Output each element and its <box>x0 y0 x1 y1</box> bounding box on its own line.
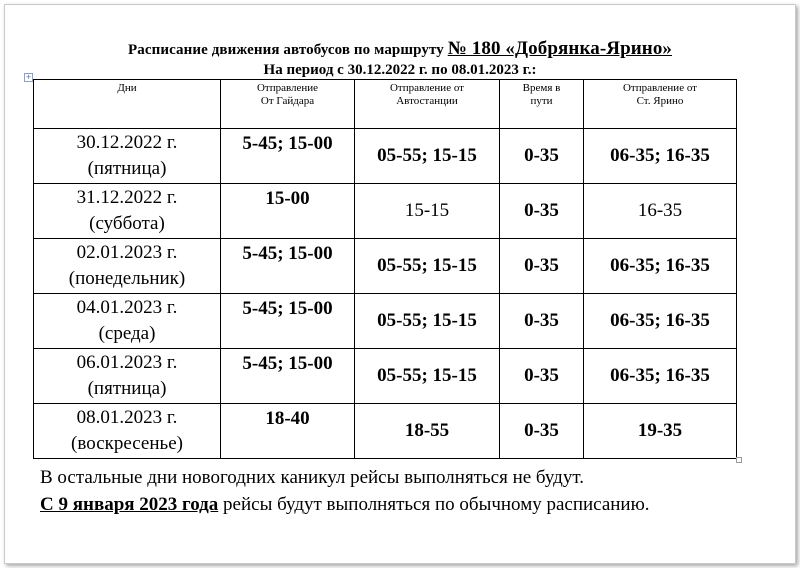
travel-time-cell: 0-35 <box>500 184 584 239</box>
header-depart-bus-station: Отправление от Автостанции <box>355 80 500 129</box>
gaidar-cell: 5-45; 15-00 <box>221 294 355 349</box>
header-days: Дни <box>34 80 221 129</box>
bus-station-cell: 05-55; 15-15 <box>355 349 500 404</box>
note-line-2-rest: рейсы будут выполняться по обычному расписанию. <box>218 494 650 515</box>
yarino-cell: 06-35; 16-35 <box>584 294 737 349</box>
gaidar-cell: 5-45; 15-00 <box>221 129 355 184</box>
table-header-row <box>34 80 737 129</box>
yarino-cell: 06-35; 16-35 <box>584 129 737 184</box>
gaidar-cell: 5-45; 15-00 <box>221 349 355 404</box>
gaidar-cell: 15-00 <box>221 184 355 239</box>
note-line-2 <box>40 494 650 516</box>
yarino-cell: 06-35; 16-35 <box>584 239 737 294</box>
title-prefix: Расписание движения автобусов по маршруту <box>127 42 448 58</box>
yarino-cell: 16-35 <box>584 184 737 239</box>
table-row <box>34 294 737 349</box>
bus-station-cell: 05-55; 15-15 <box>355 294 500 349</box>
table-row <box>34 129 737 184</box>
table-row <box>34 404 737 459</box>
route-name: № 180 «Добрянка-Ярино» <box>447 38 673 59</box>
day-cell: 31.12.2022 г. (суббота) <box>34 184 221 239</box>
day-cell: 04.01.2023 г. (среда) <box>34 294 221 349</box>
travel-time-cell: 0-35 <box>500 129 584 184</box>
table-row <box>34 239 737 294</box>
travel-time-cell: 0-35 <box>500 349 584 404</box>
travel-time-cell: 0-35 <box>500 239 584 294</box>
period-subtitle: На период с 30.12.2022 г. по 08.01.2023 г.: <box>263 62 537 78</box>
yarino-cell: 06-35; 16-35 <box>584 349 737 404</box>
bus-station-cell: 05-55; 15-15 <box>355 239 500 294</box>
day-cell: 30.12.2022 г. (пятница) <box>34 129 221 184</box>
travel-time-cell: 0-35 <box>500 294 584 349</box>
travel-time-cell: 0-35 <box>500 404 584 459</box>
header-depart-yarino: Отправление от Ст. Ярино <box>584 80 737 129</box>
day-cell: 06.01.2023 г. (пятница) <box>34 349 221 404</box>
day-cell: 02.01.2023 г. (понедельник) <box>34 239 221 294</box>
table-resize-handle[interactable] <box>736 457 742 463</box>
bus-station-cell: 18-55 <box>355 404 500 459</box>
note-date-emphasis: С 9 января 2023 года <box>40 494 219 515</box>
document-title <box>0 38 800 60</box>
table-row <box>34 349 737 404</box>
header-travel-time: Время в пути <box>500 80 584 129</box>
bus-station-cell: 15-15 <box>355 184 500 239</box>
table-move-handle-icon[interactable]: + <box>25 73 32 81</box>
table-row <box>34 184 737 239</box>
day-cell: 08.01.2023 г. (воскресенье) <box>34 404 221 459</box>
yarino-cell: 19-35 <box>584 404 737 459</box>
bus-station-cell: 05-55; 15-15 <box>355 129 500 184</box>
gaidar-cell: 5-45; 15-00 <box>221 239 355 294</box>
schedule-table <box>33 79 737 459</box>
gaidar-cell: 18-40 <box>221 404 355 459</box>
note-line-1: В остальные дни новогодних каникул рейсы выполняться не будут. <box>40 467 584 488</box>
header-depart-gaidar: Отправление От Гайдара <box>221 80 355 129</box>
